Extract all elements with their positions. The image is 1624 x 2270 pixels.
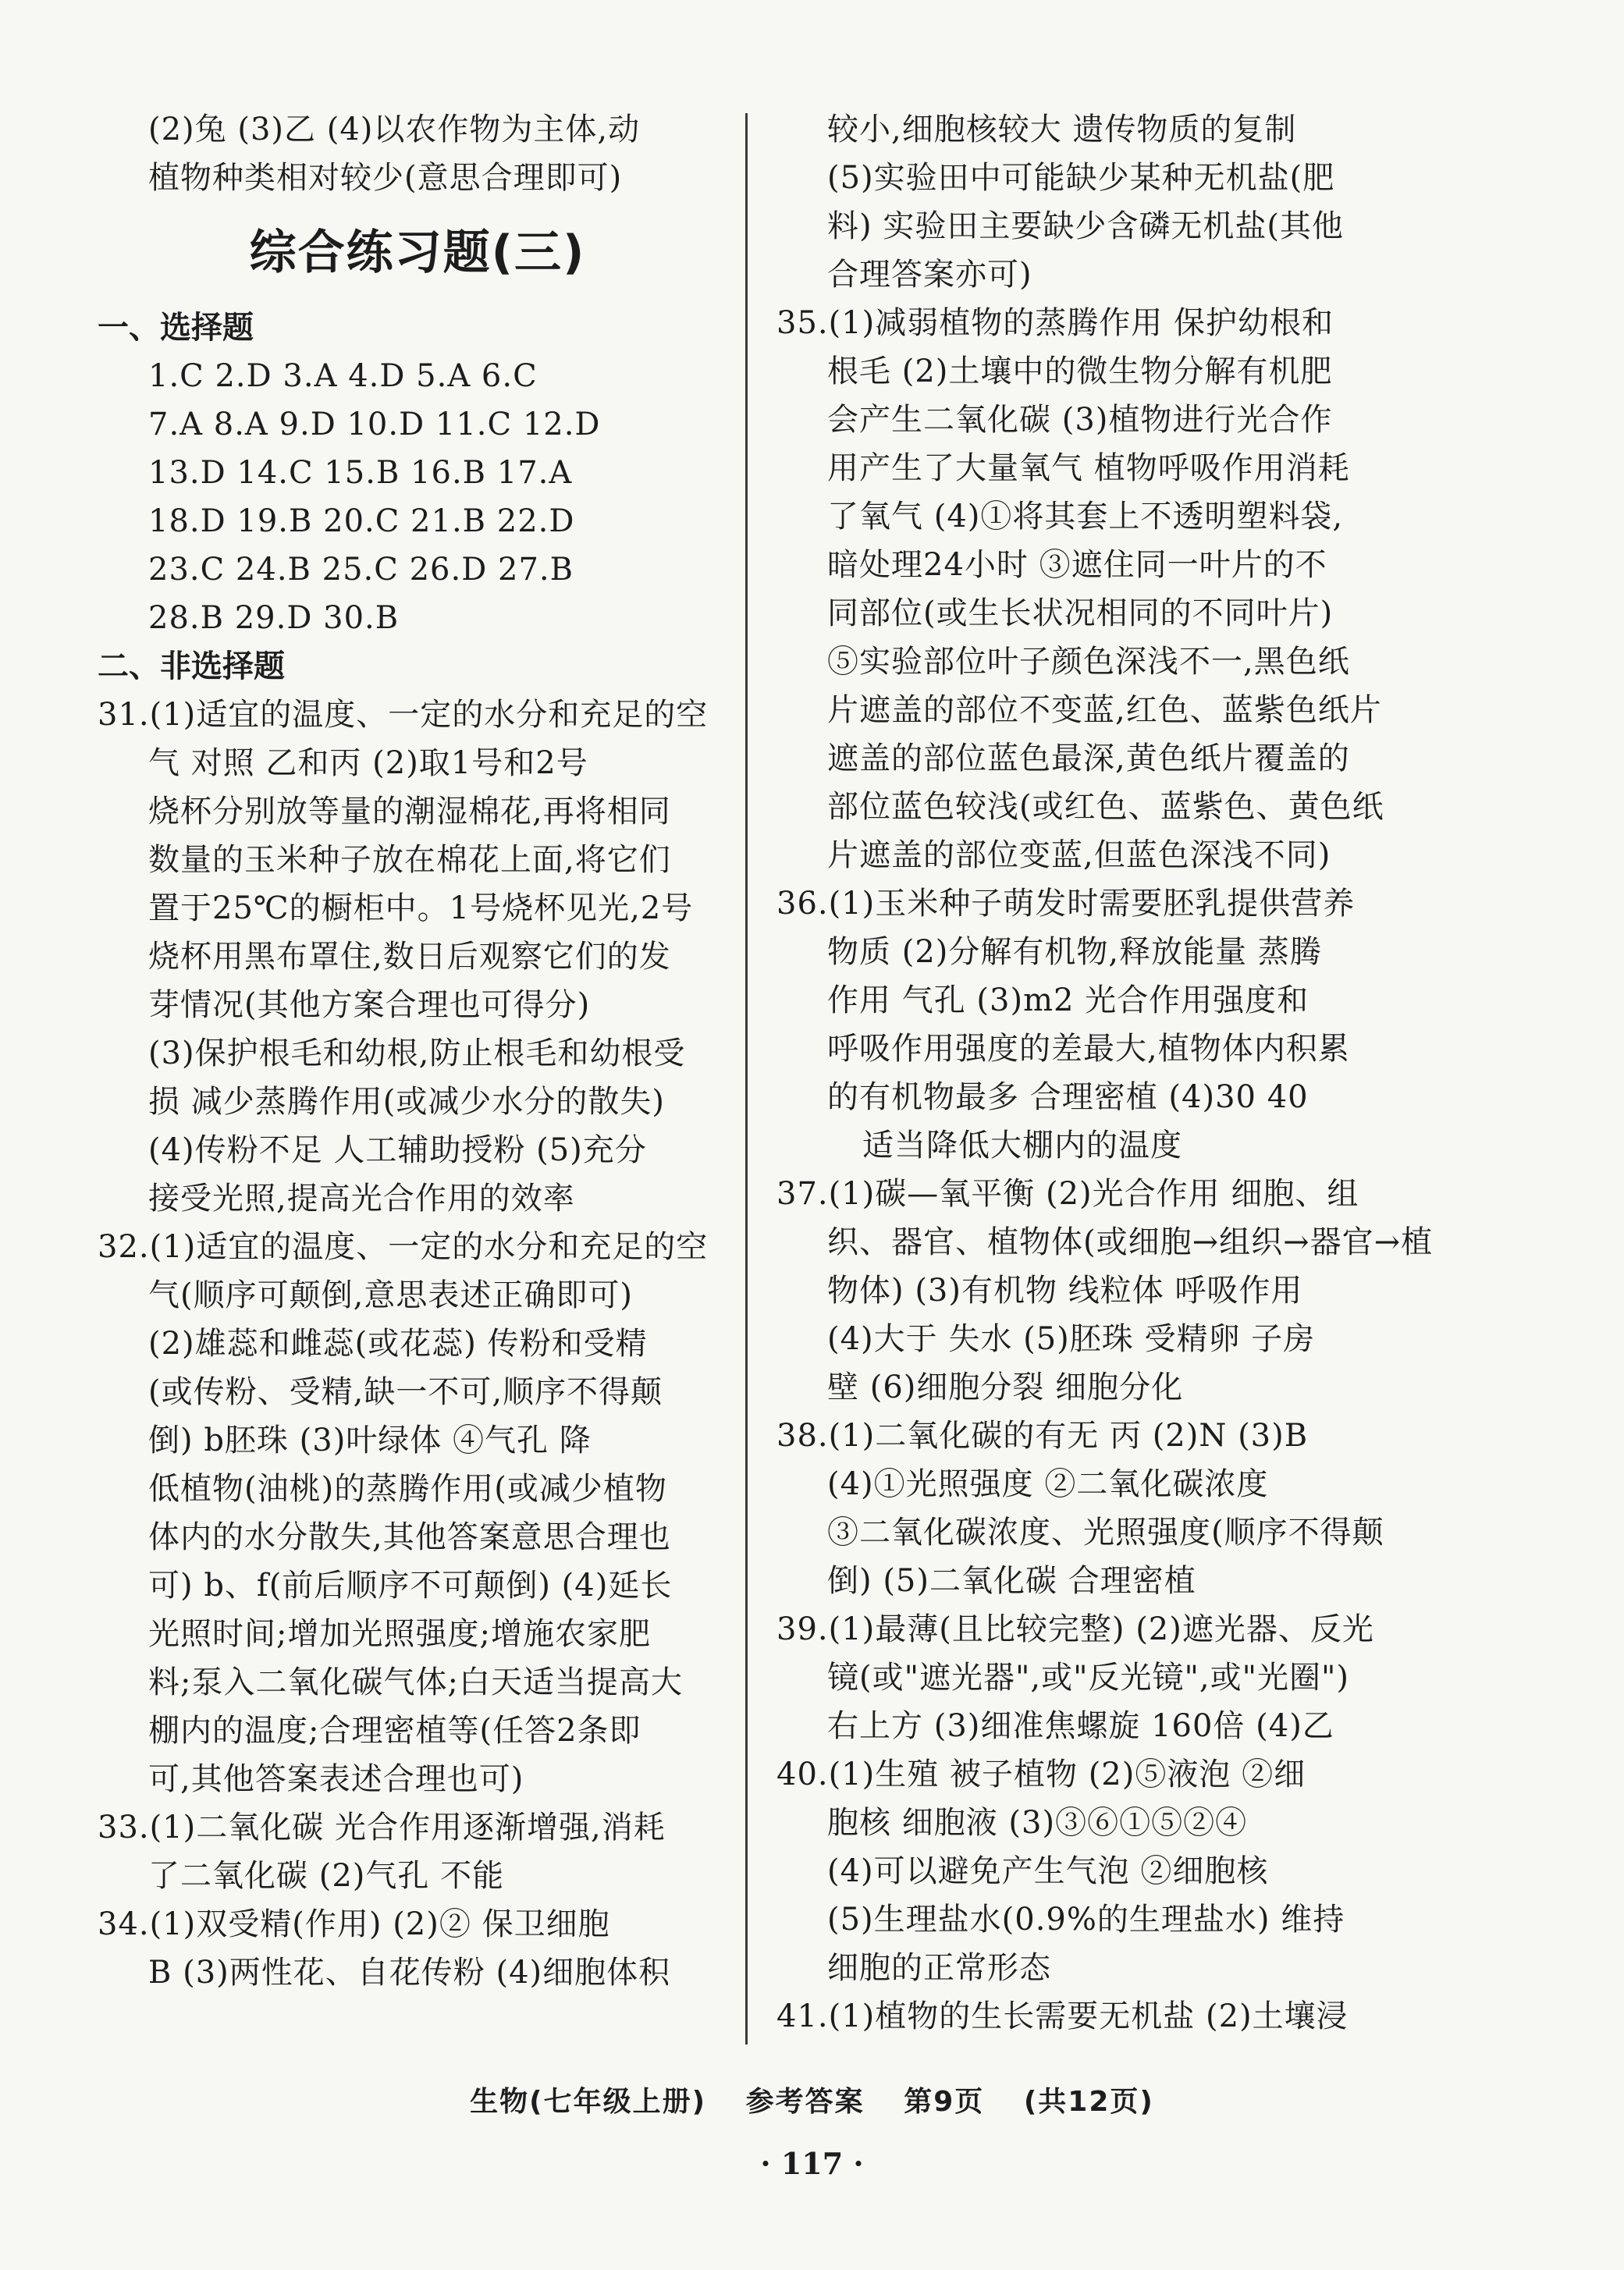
- text-line: 部位蓝色较浅(或红色、蓝紫色、黄色纸: [827, 789, 1384, 825]
- text-line: 31.(1)适宜的温度、一定的水分和充足的空: [98, 697, 709, 733]
- text-line: 物质 (2)分解有机物,释放能量 蒸腾: [827, 934, 1322, 970]
- text-line: 物体) (3)有机物 线粒体 呼吸作用: [827, 1273, 1303, 1309]
- answer-35: [776, 299, 1424, 879]
- text-line: ③二氧化碳浓度、光照强度(顺序不得颠: [827, 1515, 1384, 1551]
- text-line: (3)保护根毛和幼根,防止根毛和幼根受: [148, 1036, 686, 1071]
- text-line: 低植物(油桃)的蒸腾作用(或减少植物: [148, 1471, 667, 1507]
- text-line: 损 减少蒸腾作用(或减少水分的散失): [148, 1084, 665, 1120]
- page-title: 综合练习题(三): [249, 226, 586, 280]
- answer-37: [776, 1170, 1434, 1412]
- answer-39: [776, 1605, 1424, 1750]
- text-line: (2)兔 (3)乙 (4)以农作物为主体,动: [148, 112, 641, 147]
- text-line: 细胞的正常形态: [827, 1950, 1051, 1986]
- answer-34-continued: [776, 105, 1424, 299]
- answer-31: [98, 691, 737, 1223]
- answer-33: [98, 1803, 737, 1900]
- text-line: (5)实验田中可能缺少某种无机盐(肥: [827, 160, 1335, 196]
- choice-answers: [98, 352, 737, 642]
- text-line: 可) b、f(前后顺序不可颠倒) (4)延长: [148, 1568, 673, 1604]
- column-divider: [745, 113, 748, 2044]
- text-line: 40.(1)生殖 被子植物 (2)⑤液泡 ②细: [776, 1757, 1306, 1792]
- text-line: 气 对照 乙和丙 (2)取1号和2号: [148, 745, 588, 781]
- footer-total: (共12页): [1023, 2086, 1154, 2118]
- text-line: 13.D 14.C 15.B 16.B 17.A: [148, 455, 573, 491]
- text-line: 用产生了大量氧气 植物呼吸作用消耗: [827, 450, 1350, 486]
- text-line: 34.(1)双受精(作用) (2)② 保卫细胞: [98, 1906, 610, 1942]
- text-line: 胞核 细胞液 (3)③⑥①⑤②④: [827, 1805, 1248, 1841]
- text-line: 遮盖的部位蓝色最深,黄色纸片覆盖的: [827, 741, 1350, 776]
- text-line: (4)大于 失水 (5)胚珠 受精卵 子房: [827, 1321, 1316, 1357]
- text-line: 数量的玉米种子放在棉花上面,将它们: [148, 842, 671, 878]
- text-line: 39.(1)最薄(且比较完整) (2)遮光器、反光: [776, 1611, 1374, 1647]
- text-line: 38.(1)二氧化碳的有无 丙 (2)N (3)B: [776, 1418, 1309, 1454]
- text-line: 镜(或"遮光器",或"反光镜",或"光圈"): [827, 1660, 1350, 1696]
- answer-32: [98, 1223, 737, 1803]
- text-line: (4)可以避免产生气泡 ②细胞核: [827, 1853, 1269, 1889]
- text-line: 较小,细胞核较大 遗传物质的复制: [827, 112, 1297, 147]
- text-line: 体内的水分散失,其他答案意思合理也: [148, 1519, 671, 1555]
- page-number: · 117 ·: [760, 2146, 864, 2181]
- text-line: 接受光照,提高光合作用的效率: [148, 1181, 575, 1217]
- text-line: 气(顺序可颠倒,意思表述正确即可): [148, 1277, 633, 1313]
- text-line: 同部位(或生长状况相同的不同叶片): [827, 595, 1334, 631]
- text-line: 1.C 2.D 3.A 4.D 5.A 6.C: [148, 358, 538, 394]
- footer-kind: 参考答案: [745, 2086, 865, 2118]
- text-line: 料) 实验田主要缺少含磷无机盐(其他: [827, 208, 1344, 244]
- text-line: 壁 (6)细胞分裂 细胞分化: [827, 1369, 1184, 1405]
- text-line: 可,其他答案表述合理也可): [148, 1761, 524, 1797]
- text-line: 41.(1)植物的生长需要无机盐 (2)土壤浸: [776, 1998, 1349, 2034]
- text-line: 会产生二氧化碳 (3)植物进行光合作: [827, 402, 1333, 438]
- text-line: 烧杯分别放等量的潮湿棉花,再将相同: [148, 794, 671, 829]
- text-line: 片遮盖的部位不变蓝,红色、蓝紫色纸片: [827, 692, 1382, 728]
- left-column: [98, 105, 737, 1997]
- text-line: 作用 气孔 (3)m2 光合作用强度和: [827, 982, 1310, 1018]
- text-line: 置于25℃的橱柜中。1号烧杯见光,2号: [148, 890, 694, 926]
- text-line: 35.(1)减弱植物的蒸腾作用 保护幼根和: [776, 305, 1334, 341]
- section-heading-nonchoice: 二、非选择题: [98, 648, 285, 684]
- text-line: 倒) (5)二氧化碳 合理密植: [827, 1563, 1196, 1599]
- text-line: 18.D 19.B 20.C 21.B 22.D: [148, 503, 575, 539]
- text-line: 28.B 29.D 30.B: [148, 600, 400, 636]
- text-line: 棚内的温度;合理密植等(任答2条即: [148, 1713, 641, 1749]
- right-column: [776, 105, 1434, 2041]
- text-line: 芽情况(其他方案合理也可得分): [148, 987, 591, 1023]
- text-line: B (3)两性花、自花传粉 (4)细胞体积: [148, 1955, 671, 1991]
- answer-36: [776, 879, 1424, 1170]
- text-line: 织、器官、植物体(或细胞→组织→器官→植: [827, 1224, 1434, 1260]
- answer-34: [98, 1900, 737, 1997]
- text-line: 32.(1)适宜的温度、一定的水分和充足的空: [98, 1229, 709, 1265]
- text-line: 33.(1)二氧化碳 光合作用逐渐增强,消耗: [98, 1810, 666, 1845]
- text-line: 36.(1)玉米种子萌发时需要胚乳提供营养: [776, 886, 1356, 922]
- text-line: 烧杯用黑布罩住,数日后观察它们的发: [148, 939, 671, 975]
- text-line: 料;泵入二氧化碳气体;白天适当提高大: [148, 1664, 683, 1700]
- answer-41: [776, 1992, 1424, 2041]
- text-line: 片遮盖的部位变蓝,但蓝色深浅不同): [827, 837, 1331, 873]
- text-line: 植物种类相对较少(意思合理即可): [148, 160, 623, 196]
- text-line: 7.A 8.A 9.D 10.D 11.C 12.D: [148, 407, 601, 442]
- answer-40: [776, 1750, 1424, 1992]
- text-line: 37.(1)碳—氧平衡 (2)光合作用 细胞、组: [776, 1176, 1359, 1212]
- text-line: 适当降低大棚内的温度: [862, 1128, 1182, 1163]
- text-line: 根毛 (2)土壤中的微生物分解有机肥: [827, 353, 1333, 389]
- text-line: 23.C 24.B 25.C 26.D 27.B: [148, 552, 574, 588]
- text-line: 倒) b胚珠 (3)叶绿体 ④气孔 降: [148, 1423, 592, 1458]
- text-line: 的有机物最多 合理密植 (4)30 40: [827, 1079, 1309, 1115]
- text-line: 了氧气 (4)①将其套上不透明塑料袋,: [827, 499, 1344, 535]
- footer-page: 第9页: [904, 2086, 985, 2118]
- text-line: 合理答案亦可): [827, 257, 1032, 293]
- text-line: (或传粉、受精,缺一不可,顺序不得颠: [148, 1374, 663, 1410]
- text-line: ⑤实验部位叶子颜色深浅不一,黑色纸: [827, 644, 1350, 680]
- text-line: 了二氧化碳 (2)气孔 不能: [148, 1858, 505, 1894]
- text-line: 呼吸作用强度的差最大,植物体内积累: [827, 1031, 1350, 1067]
- text-line: (2)雄蕊和雌蕊(或花蕊) 传粉和受精: [148, 1326, 648, 1362]
- section-heading-choices: 一、选择题: [98, 310, 254, 346]
- text-line: 暗处理24小时 ③遮住同一叶片的不: [827, 547, 1327, 583]
- text-line: (4)①光照强度 ②二氧化碳浓度: [827, 1466, 1269, 1502]
- text-line: (5)生理盐水(0.9%的生理盐水) 维持: [827, 1902, 1345, 1938]
- text-line: 右上方 (3)细准焦螺旋 160倍 (4)乙: [827, 1708, 1334, 1744]
- answer-38: [776, 1412, 1424, 1605]
- text-line: (4)传粉不足 人工辅助授粉 (5)充分: [148, 1132, 647, 1168]
- footer-subject: 生物(七年级上册): [470, 2086, 707, 2118]
- page-footer: [0, 2080, 1624, 2119]
- intro-block: [98, 105, 737, 202]
- text-line: 光照时间;增加光照强度;增施农家肥: [148, 1616, 651, 1652]
